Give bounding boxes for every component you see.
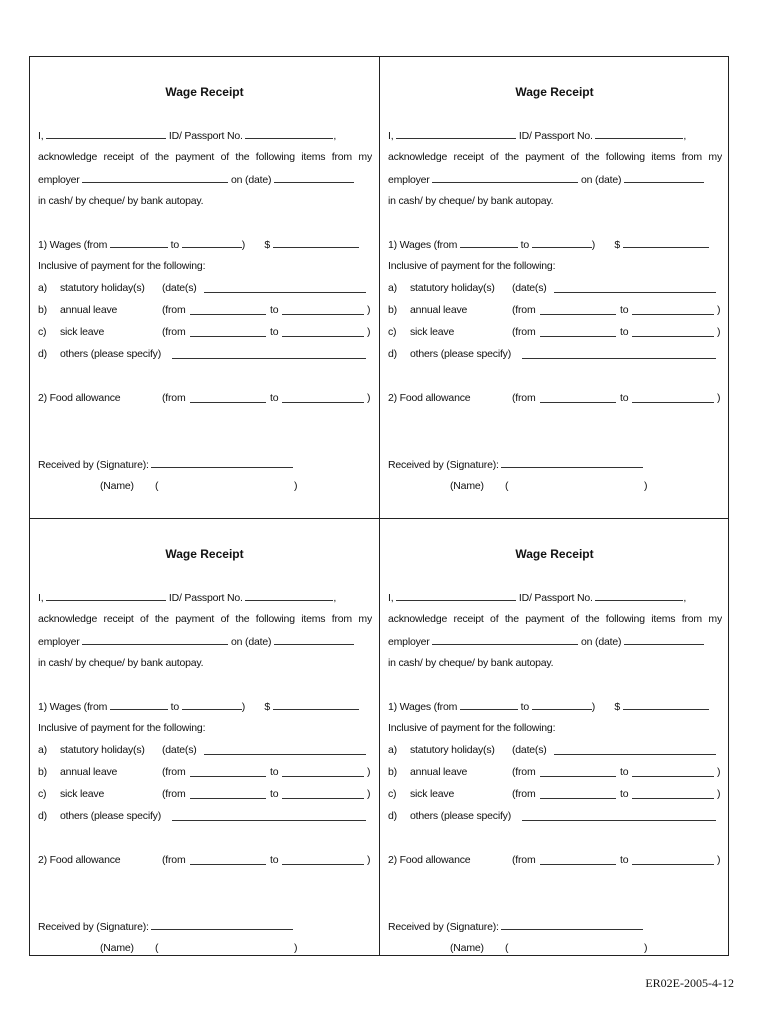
signature-line — [388, 457, 722, 471]
dollar-sign: $ — [614, 239, 621, 251]
signature-field[interactable] — [501, 457, 643, 468]
annual-leave-from-field[interactable] — [540, 766, 616, 777]
item-d-line: d) others (please specify) — [38, 347, 372, 361]
wages-line: 1) Wages (from to ) $ — [388, 699, 722, 713]
employer-line — [38, 634, 372, 648]
id-passport-field[interactable] — [595, 128, 683, 139]
pay-method: in cash/ by cheque/ by bank autopay. — [388, 195, 554, 207]
i-label: I, — [388, 592, 394, 604]
food-allowance-label: 2) Food allowance — [38, 854, 121, 866]
wages-label: 1) Wages (from — [388, 701, 458, 713]
sick-leave-to-field[interactable] — [282, 788, 364, 799]
name-label: (Name) — [100, 942, 134, 954]
payment-date-field[interactable] — [274, 172, 354, 183]
sick-leave-from-field[interactable] — [540, 788, 616, 799]
employer-field[interactable] — [432, 172, 578, 183]
payment-date-field[interactable] — [624, 172, 704, 183]
pay-method: in cash/ by cheque/ by bank autopay. — [38, 657, 204, 669]
annual-leave-label: annual leave — [410, 304, 468, 316]
received-by-label: Received by (Signature): — [38, 459, 149, 471]
employer-field[interactable] — [82, 634, 228, 645]
wages-label: 1) Wages (from — [388, 239, 458, 251]
i-label: I, — [38, 592, 44, 604]
to-label: to — [170, 239, 179, 251]
id-passport-field[interactable] — [595, 590, 683, 601]
annual-leave-label: annual leave — [410, 766, 468, 778]
item-c-line: c) sick leave (from to ) — [388, 788, 721, 800]
others-field[interactable] — [522, 348, 716, 359]
annual-leave-to-field[interactable] — [632, 304, 714, 315]
item-d-line: d) others (please specify) — [388, 809, 722, 823]
employee-name-field[interactable] — [46, 128, 166, 139]
others-field[interactable] — [172, 348, 366, 359]
wages-line: 1) Wages (from to ) $ — [38, 699, 372, 713]
signature-field[interactable] — [501, 919, 643, 930]
name-line: (Name) ( ) — [100, 480, 298, 492]
others-label: others (please specify) — [60, 348, 162, 360]
id-passport-field[interactable] — [245, 590, 333, 601]
annual-leave-to-field[interactable] — [632, 766, 714, 777]
wages-amount-field[interactable] — [273, 237, 359, 248]
identity-line: I, ID/ Passport No. , — [388, 592, 687, 604]
on-date-label: on (date) — [231, 636, 272, 648]
wages-line: 1) Wages (from to ) $ — [388, 237, 722, 251]
employee-name-field[interactable] — [396, 590, 516, 601]
inclusive-label: Inclusive of payment for the following: — [38, 260, 206, 272]
others-field[interactable] — [172, 810, 366, 821]
to-label: to — [170, 701, 179, 713]
item-d-line: d) others (please specify) — [38, 809, 372, 823]
ack-text: acknowledge receipt of the payment of the following items from my — [38, 151, 372, 163]
item-b-line: b) annual leave (from to ) — [38, 304, 371, 316]
employer-label: employer — [388, 636, 430, 648]
wages-to-field[interactable] — [182, 237, 242, 248]
id-passport-field[interactable] — [245, 128, 333, 139]
dollar-sign: $ — [264, 239, 271, 251]
food-from-field[interactable] — [540, 392, 616, 403]
food-to-field[interactable] — [632, 392, 714, 403]
wage-receipt-4 — [380, 519, 729, 979]
food-to-field[interactable] — [282, 392, 364, 403]
name-label: (Name) — [450, 942, 484, 954]
id-passport-label: ID/ Passport No. — [518, 592, 593, 604]
food-to-field[interactable] — [632, 854, 714, 865]
item-b-line: b) annual leave (from to ) — [388, 766, 721, 778]
annual-leave-from-field[interactable] — [190, 304, 266, 315]
employer-field[interactable] — [82, 172, 228, 183]
ack-text: acknowledge receipt of the payment of the following items from my — [388, 613, 722, 625]
wages-to-field[interactable] — [182, 699, 242, 710]
sick-leave-to-field[interactable] — [632, 788, 714, 799]
wages-from-field[interactable] — [460, 699, 518, 710]
to-label: to — [520, 701, 529, 713]
employer-label: employer — [38, 636, 80, 648]
food-allowance-line: 2) Food allowance (from to ) — [38, 392, 371, 404]
employee-name-field[interactable] — [396, 128, 516, 139]
food-allowance-label: 2) Food allowance — [388, 392, 471, 404]
food-to-field[interactable] — [282, 854, 364, 865]
holiday-dates-field[interactable] — [554, 744, 716, 755]
name-field[interactable] — [513, 941, 643, 953]
identity-line: I, ID/ Passport No. , — [38, 130, 337, 142]
sick-leave-label: sick leave — [60, 326, 105, 338]
signature-line — [38, 457, 372, 471]
sick-leave-label: sick leave — [410, 788, 455, 800]
ack-text: acknowledge receipt of the payment of the following items from my — [388, 151, 722, 163]
wages-amount-field[interactable] — [623, 699, 709, 710]
sick-leave-from-field[interactable] — [190, 326, 266, 337]
received-by-label: Received by (Signature): — [388, 921, 499, 933]
on-date-label: on (date) — [231, 174, 272, 186]
employer-field[interactable] — [432, 634, 578, 645]
name-label: (Name) — [450, 480, 484, 492]
holiday-dates-field[interactable] — [204, 282, 366, 293]
item-d-line: d) others (please specify) — [388, 347, 722, 361]
statutory-holiday-label: statutory holiday(s) — [60, 744, 145, 756]
wages-to-field[interactable] — [532, 699, 592, 710]
statutory-holiday-label: statutory holiday(s) — [60, 282, 145, 294]
name-field[interactable] — [513, 479, 643, 491]
annual-leave-from-field[interactable] — [540, 304, 616, 315]
sick-leave-label: sick leave — [60, 788, 105, 800]
id-passport-label: ID/ Passport No. — [518, 130, 593, 142]
food-allowance-line: 2) Food allowance (from to ) — [388, 854, 721, 866]
food-from-field[interactable] — [540, 854, 616, 865]
signature-line — [388, 919, 722, 933]
wages-label: 1) Wages (from — [38, 701, 108, 713]
payment-date-field[interactable] — [624, 634, 704, 645]
receipt-title: Wage Receipt — [515, 547, 594, 561]
wages-label: 1) Wages (from — [38, 239, 108, 251]
statutory-holiday-label: statutory holiday(s) — [410, 282, 495, 294]
inclusive-label: Inclusive of payment for the following: — [388, 722, 556, 734]
wage-receipt-3 — [30, 519, 379, 979]
wages-from-field[interactable] — [460, 237, 518, 248]
food-allowance-label: 2) Food allowance — [38, 392, 121, 404]
id-passport-label: ID/ Passport No. — [168, 592, 243, 604]
to-label: to — [520, 239, 529, 251]
received-by-label: Received by (Signature): — [388, 459, 499, 471]
payment-date-field[interactable] — [274, 634, 354, 645]
pay-method: in cash/ by cheque/ by bank autopay. — [38, 195, 204, 207]
employer-label: employer — [38, 174, 80, 186]
ack-text: acknowledge receipt of the payment of the following items from my — [38, 613, 372, 625]
sick-leave-from-field[interactable] — [190, 788, 266, 799]
dollar-sign: $ — [614, 701, 621, 713]
wages-from-field[interactable] — [110, 699, 168, 710]
item-b-line: b) annual leave (from to ) — [38, 766, 371, 778]
statutory-holiday-label: statutory holiday(s) — [410, 744, 495, 756]
dollar-sign: $ — [264, 701, 271, 713]
wage-receipt-1 — [30, 57, 379, 517]
item-a-line: a) statutory holiday(s) (date(s) — [388, 743, 722, 757]
name-field[interactable] — [163, 941, 293, 953]
annual-leave-from-field[interactable] — [190, 766, 266, 777]
inclusive-label: Inclusive of payment for the following: — [388, 260, 556, 272]
identity-line: I, ID/ Passport No. , — [388, 130, 687, 142]
item-a-line: a) statutory holiday(s) (date(s) — [38, 743, 372, 757]
name-line: (Name) ( ) — [450, 480, 648, 492]
receipt-title: Wage Receipt — [515, 85, 594, 99]
item-a-line: a) statutory holiday(s) (date(s) — [388, 281, 722, 295]
item-c-line: c) sick leave (from to ) — [38, 788, 371, 800]
sick-leave-from-field[interactable] — [540, 326, 616, 337]
holiday-dates-field[interactable] — [554, 282, 716, 293]
name-line: (Name) ( ) — [100, 942, 298, 954]
holiday-dates-field[interactable] — [204, 744, 366, 755]
receipt-title: Wage Receipt — [165, 85, 244, 99]
i-label: I, — [38, 130, 44, 142]
signature-line — [38, 919, 372, 933]
item-c-line: c) sick leave (from to ) — [38, 326, 371, 338]
employer-label: employer — [388, 174, 430, 186]
annual-leave-to-field[interactable] — [282, 766, 364, 777]
received-by-label: Received by (Signature): — [38, 921, 149, 933]
pay-method: in cash/ by cheque/ by bank autopay. — [388, 657, 554, 669]
on-date-label: on (date) — [581, 174, 622, 186]
signature-field[interactable] — [151, 919, 293, 930]
others-label: others (please specify) — [410, 348, 512, 360]
food-allowance-line: 2) Food allowance (from to ) — [388, 392, 721, 404]
wages-amount-field[interactable] — [623, 237, 709, 248]
employer-line — [388, 172, 722, 186]
food-from-field[interactable] — [190, 392, 266, 403]
id-passport-label: ID/ Passport No. — [168, 130, 243, 142]
identity-line: I, ID/ Passport No. , — [38, 592, 337, 604]
employer-line — [38, 172, 372, 186]
signature-field[interactable] — [151, 457, 293, 468]
employer-line — [388, 634, 722, 648]
inclusive-label: Inclusive of payment for the following: — [38, 722, 206, 734]
others-label: others (please specify) — [60, 810, 162, 822]
name-label: (Name) — [100, 480, 134, 492]
wages-line: 1) Wages (from to ) $ — [38, 237, 372, 251]
sick-leave-to-field[interactable] — [632, 326, 714, 337]
wage-receipt-2 — [380, 57, 729, 517]
on-date-label: on (date) — [581, 636, 622, 648]
item-a-line: a) statutory holiday(s) (date(s) — [38, 281, 372, 295]
wages-amount-field[interactable] — [273, 699, 359, 710]
annual-leave-label: annual leave — [60, 766, 118, 778]
receipt-title: Wage Receipt — [165, 547, 244, 561]
others-field[interactable] — [522, 810, 716, 821]
wages-from-field[interactable] — [110, 237, 168, 248]
item-c-line: c) sick leave (from to ) — [388, 326, 721, 338]
form-code: ER02E-2005-4-12 — [645, 976, 734, 990]
employee-name-field[interactable] — [46, 590, 166, 601]
sick-leave-label: sick leave — [410, 326, 455, 338]
others-label: others (please specify) — [410, 810, 512, 822]
annual-leave-to-field[interactable] — [282, 304, 364, 315]
item-b-line: b) annual leave (from to ) — [388, 304, 721, 316]
i-label: I, — [388, 130, 394, 142]
wages-to-field[interactable] — [532, 237, 592, 248]
name-field[interactable] — [163, 479, 293, 491]
name-line: (Name) ( ) — [450, 942, 648, 954]
food-allowance-label: 2) Food allowance — [388, 854, 471, 866]
sick-leave-to-field[interactable] — [282, 326, 364, 337]
annual-leave-label: annual leave — [60, 304, 118, 316]
food-from-field[interactable] — [190, 854, 266, 865]
receipt-sheet — [29, 56, 729, 956]
food-allowance-line: 2) Food allowance (from to ) — [38, 854, 371, 866]
